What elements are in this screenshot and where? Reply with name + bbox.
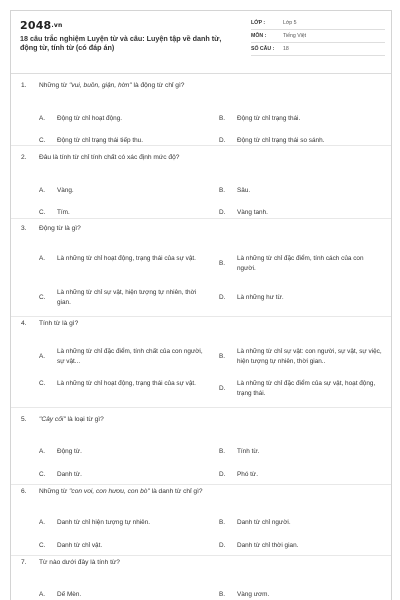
question-divider [11, 218, 391, 219]
meta-label: SỐ CÂU : [251, 46, 275, 52]
option-letter: B. [219, 187, 226, 194]
option-text: Dế Mèn. [57, 591, 82, 598]
option-letter: C. [39, 542, 46, 549]
option-a[interactable] [39, 518, 150, 528]
question-3 [21, 224, 383, 306]
meta-row-subject [251, 30, 385, 43]
question-number: 2. [21, 154, 27, 161]
meta-table [251, 17, 385, 56]
option-letter: B. [219, 519, 226, 526]
meta-value: 18 [283, 46, 289, 52]
question-divider [11, 407, 391, 408]
option-b[interactable] [219, 447, 259, 457]
question-text: Những từ [39, 488, 70, 495]
option-letter: D. [219, 471, 226, 478]
question-number: 1. [21, 82, 27, 89]
option-letter: A. [39, 115, 46, 122]
logo-main: 2048 [20, 19, 52, 32]
option-d[interactable] [219, 379, 383, 399]
question-text: Động từ là gì? [39, 225, 81, 232]
option-letter: C. [39, 471, 46, 478]
header-divider [11, 73, 391, 74]
question-6 [21, 487, 383, 549]
question-text-end: là danh từ chỉ gì? [149, 488, 203, 495]
option-a[interactable] [39, 186, 74, 196]
option-text: Sâu. [237, 187, 251, 194]
question-text: Tính từ là gì? [39, 320, 79, 327]
option-d[interactable] [219, 470, 258, 480]
question-number: 5. [21, 416, 27, 423]
option-c[interactable] [39, 288, 204, 308]
option-text: Phó từ. [237, 471, 258, 478]
question-7 [21, 558, 383, 598]
question-number: 4. [21, 320, 27, 327]
question-text: Những từ [39, 82, 70, 89]
question-stem [21, 319, 383, 329]
question-quote: "con voi, con hươu, con bò" [69, 488, 150, 495]
option-c[interactable] [39, 379, 204, 389]
logo-suffix: .vn [51, 22, 63, 29]
option-text: Danh từ chỉ người. [237, 519, 291, 526]
option-letter: D. [219, 294, 226, 301]
option-text: Là những từ chỉ hoạt động, trạng thái của sự vật. [57, 380, 196, 387]
option-text: Là những từ chỉ sự vật: con người, sự vật, sự việc, hiện tượng tự nhiên, thời gian.. [237, 348, 382, 365]
option-d[interactable] [219, 541, 298, 551]
question-divider [11, 555, 391, 556]
question-stem [21, 415, 383, 425]
option-letter: C. [39, 380, 46, 387]
option-c[interactable] [39, 541, 102, 551]
option-b[interactable] [219, 254, 383, 274]
option-letter: B. [219, 448, 226, 455]
option-text: Danh từ chỉ vật. [57, 542, 103, 549]
option-letter: A. [39, 519, 46, 526]
question-stem [21, 81, 383, 91]
meta-value: Lớp 5 [283, 20, 297, 26]
worksheet-header [11, 11, 391, 69]
question-5 [21, 415, 383, 478]
question-text-end: là loại từ gì? [65, 416, 104, 423]
option-b[interactable] [219, 518, 291, 528]
option-text: Vàng. [57, 187, 74, 194]
option-text: Động từ chỉ trạng thái tiếp thu. [57, 137, 143, 144]
option-letter: A. [39, 187, 46, 194]
question-quote: "Cây cối" [39, 416, 66, 423]
meta-value: Tiếng Việt [283, 33, 307, 39]
option-b[interactable] [219, 347, 383, 367]
question-number: 3. [21, 225, 27, 232]
option-text: Vàng tanh. [237, 209, 268, 216]
meta-label: LỚP : [251, 20, 266, 26]
question-number: 6. [21, 488, 27, 495]
option-b[interactable] [219, 186, 250, 196]
question-divider [11, 316, 391, 317]
option-text: Là những từ chỉ đặc điểm, tính cách của con người. [237, 255, 364, 272]
question-stem [21, 224, 383, 234]
option-letter: A. [39, 353, 46, 360]
question-number: 7. [21, 559, 27, 566]
option-letter: B. [219, 591, 226, 598]
option-letter: D. [219, 209, 226, 216]
option-text: Động từ. [57, 448, 82, 455]
option-letter: C. [39, 209, 46, 216]
option-text: Tím. [57, 209, 70, 216]
option-text: Danh từ chỉ hiện tượng tự nhiên. [57, 519, 151, 526]
question-stem [21, 153, 383, 163]
option-a[interactable] [39, 447, 82, 457]
option-letter: B. [219, 353, 226, 360]
question-divider [11, 484, 391, 485]
site-logo[interactable] [20, 19, 62, 32]
option-letter: D. [219, 137, 226, 144]
option-text: Danh từ chỉ thời gian. [237, 542, 299, 549]
option-c[interactable] [39, 208, 70, 218]
option-letter: B. [219, 115, 226, 122]
question-quote: "vui, buồn, giận, hờn" [69, 82, 132, 89]
option-letter: C. [39, 294, 46, 301]
question-text: Từ nào dưới đây là tính từ? [39, 559, 120, 566]
option-text: Động từ chỉ trạng thái so sánh. [237, 137, 325, 144]
option-d[interactable] [219, 293, 284, 303]
option-letter: A. [39, 591, 46, 598]
option-text: Là những từ chỉ sự vật, hiện tượng tự nhiên, thời gian. [57, 289, 197, 306]
option-b[interactable] [219, 590, 269, 600]
option-a[interactable] [39, 347, 204, 367]
meta-label: MÔN : [251, 33, 267, 39]
worksheet-page [10, 10, 392, 600]
option-letter: D. [219, 542, 226, 549]
question-text-end: là động từ chỉ gì? [131, 82, 185, 89]
meta-row-count [251, 43, 385, 56]
option-letter: A. [39, 448, 46, 455]
document-title: 18 câu trắc nghiệm Luyện từ và câu: Luyện tập về danh từ, động từ, tính từ (có đáp án) [20, 34, 222, 53]
option-text: Là những từ chỉ đặc điểm, tính chất của con người, sự vật... [57, 348, 203, 365]
question-4 [21, 319, 383, 397]
question-1 [21, 81, 383, 144]
option-text: Là những hư từ. [237, 294, 284, 301]
option-text: Động từ chỉ hoạt động. [57, 115, 123, 122]
question-text: Đâu là tính từ chỉ tính chất có xác định mức độ? [39, 154, 180, 161]
question-2 [21, 153, 383, 216]
option-letter: D. [219, 385, 226, 392]
question-divider [11, 145, 391, 146]
option-a[interactable] [39, 114, 122, 124]
question-stem [21, 487, 383, 497]
option-text: Vàng ươm. [237, 591, 270, 598]
option-b[interactable] [219, 114, 300, 124]
option-a[interactable] [39, 590, 81, 600]
option-c[interactable] [39, 470, 82, 480]
option-letter: C. [39, 137, 46, 144]
option-text: Động từ chỉ trạng thái. [237, 115, 301, 122]
option-text: Tính từ. [237, 448, 260, 455]
option-a[interactable] [39, 254, 204, 264]
option-text: Danh từ. [57, 471, 82, 478]
option-letter: B. [219, 260, 226, 267]
option-text: Là những từ chỉ đặc điểm của sự vật, hoạt động, trạng thái. [237, 380, 376, 397]
question-stem [21, 558, 383, 568]
option-text: Là những từ chỉ hoạt động, trạng thái của sự vật. [57, 255, 196, 262]
option-letter: A. [39, 255, 46, 262]
option-d[interactable] [219, 208, 268, 218]
meta-row-grade [251, 17, 385, 30]
